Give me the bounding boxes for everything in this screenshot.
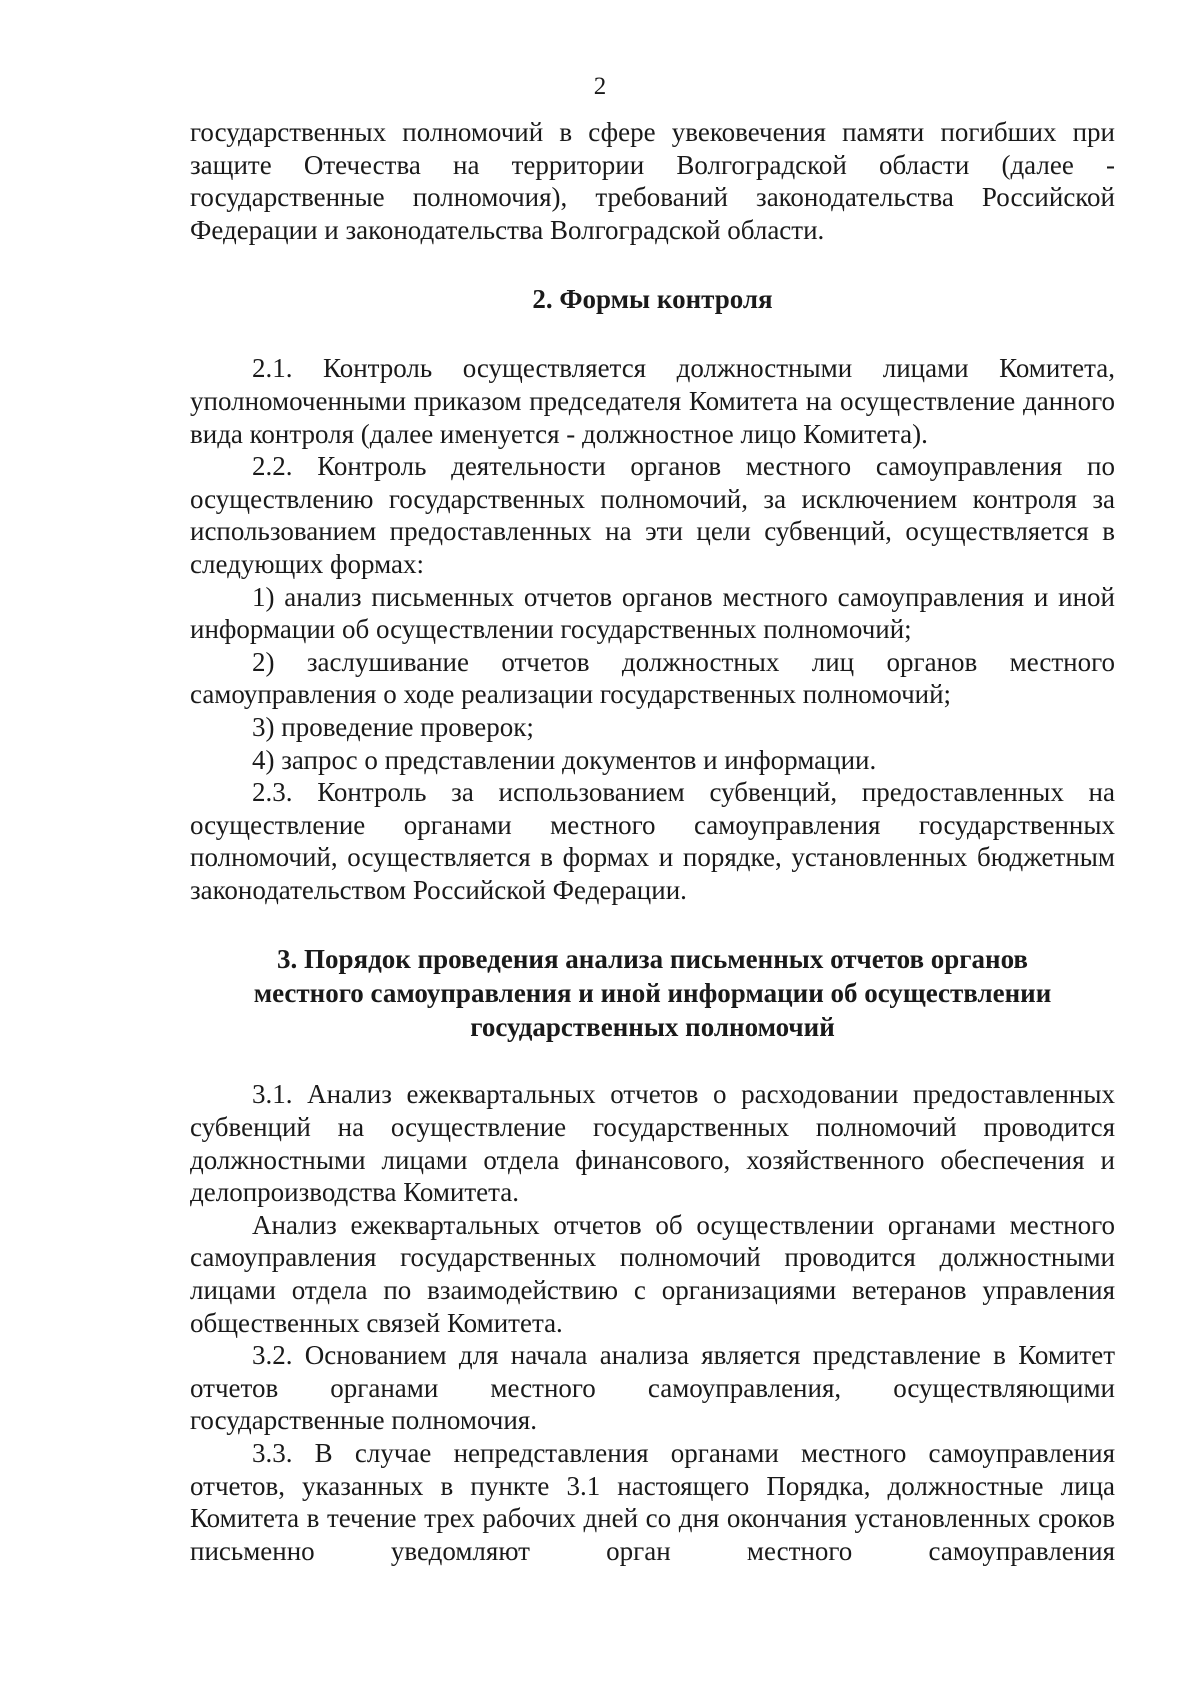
paragraph-3-1-continued: Анализ ежеквартальных отчетов об осуществлении органами местного самоуправления государственных полномочий проводится должностными лицами отдела по взаимодействию с организациями ветеранов управления общественных связей Комитета. — [190, 1209, 1115, 1338]
list-item-2: 2) заслушивание отчетов должностных лиц органов местного самоуправления о ходе реализации государственных полномочий; — [190, 646, 1115, 710]
paragraph-3-1: 3.1. Анализ ежеквартальных отчетов о расходовании предоставленных субвенций на осуществление государственных полномочий проводится должностными лицами отдела финансового, хозяйственного обеспечения и делопроизводства Комитета. — [190, 1079, 1115, 1208]
section-2-heading: 2. Формы контроля — [532, 284, 773, 315]
section-3-heading-line-3: государственных полномочий — [470, 1012, 835, 1043]
section-3-heading-line-1: 3. Порядок проведения анализа письменных отчетов органов — [276, 944, 1029, 975]
intro-paragraph: государственных полномочий в сфере увековечения памяти погибших при защите Отечества на территории Волгоградской области (далее - государственные полномочия), требований законодательства Российской Федерации и законодательства Волгоградской области. — [190, 117, 1115, 245]
list-item-1: 1) анализ письменных отчетов органов местного самоуправления и иной информации об осуществлении государственных полномочий; — [190, 581, 1115, 645]
paragraph-3-3: 3.3. В случае непредставления органами местного самоуправления отчетов, указанных в пункте 3.1 настоящего Порядка, должностные лица Комитета в течение трех рабочих дней со дня окончания установленных сроков письменно уведомляют орган местного самоуправления — [190, 1438, 1115, 1566]
section-3-heading — [190, 942, 1115, 1044]
paragraph-2-3: 2.3. Контроль за использованием субвенций, предоставленных на осуществление органами местного самоуправления государственных полномочий, осуществляется в формах и порядке, установленных бюджетным законодательством Российской Федерации. — [190, 777, 1115, 905]
document-body — [190, 116, 1115, 1567]
list-item-3: 3) проведение проверок; — [252, 711, 534, 742]
paragraph-2-1: 2.1. Контроль осуществляется должностными лицами Комитета, уполномоченными приказом председателя Комитета на осуществление данного вида контроля (далее именуется - должностное лицо Комитета). — [190, 353, 1115, 449]
paragraph-2-2: 2.2. Контроль деятельности органов местного самоуправления по осуществлению государственных полномочий, за исключением контроля за использованием предоставленных на эти цели субвенций, осуществляется в следующих формах: — [190, 451, 1115, 579]
page-number: 2 — [593, 73, 607, 100]
paragraph-3-2: 3.2. Основанием для начала анализа является представление в Комитет отчетов органами местного самоуправления, осуществляющими государственные полномочия. — [190, 1340, 1115, 1436]
section-3-heading-line-2: местного самоуправления и иной информации об осуществлении — [253, 978, 1052, 1009]
list-item-4: 4) запрос о представлении документов и информации. — [252, 744, 877, 775]
